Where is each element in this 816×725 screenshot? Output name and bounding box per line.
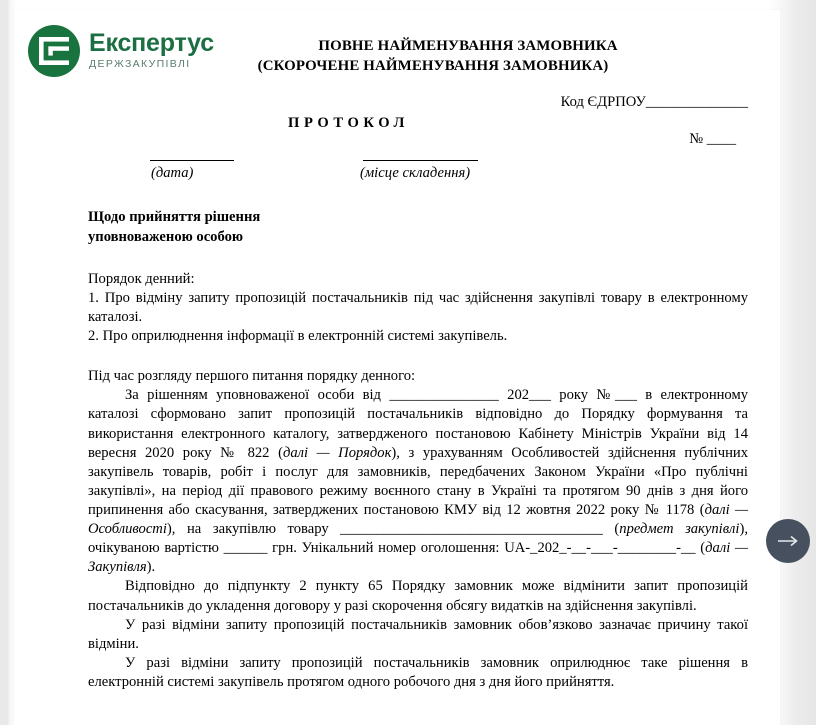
body-paragraph-4: У разі відміни запиту пропозицій постачальників замовник оприлюднює таке рішення в електронній системі закупівель протягом одного робочого дня з дня його прийняття. [88,654,748,691]
date-blank-line [150,160,234,161]
expertus-table-mark-icon [28,25,80,77]
next-page-button[interactable] [766,519,810,563]
subject-line-2: уповноваженою особою [88,228,244,245]
body-paragraph-1 [88,386,748,577]
brand-subtitle: ДЕРЖЗАКУПІВЛІ [89,57,191,70]
arrow-right-icon [777,535,799,547]
p1-seg-e: ). [146,559,156,576]
protocol-number-field: № ____ [689,131,736,148]
place-blank-line [363,160,478,161]
p1-italic-osoblyvosti: далі — Особливості [88,502,748,538]
date-place-row [88,160,748,192]
agenda-item-2: 2. Про оприлюднення інформації в електронній системі закупівель. [88,328,508,345]
subject-line-1: Щодо прийняття рішення [88,209,261,226]
place-caption: (місце складення) [360,165,471,182]
first-question-lead: Під час розгляду першого питання порядку денного: [88,368,416,385]
document-subject [88,208,748,248]
p1-seg-b: ), з урахуванням Особливостей здійснення публічних закупівель товарів, робіт і послуг для замовників, передбачених Законом України «Про публічні закупівлі», на період дії правового режиму воєнного стану в Україні та протягом 90 днів з дня його припинення або скасування, затверджених постановою КМУ від 12 жовтня 2022 року № 1178 ( [88,444,748,519]
body-block [88,367,748,692]
p1-italic-poryadok: далі — Порядок [282,444,392,461]
protocol-title: ПРОТОКОЛ [288,115,409,132]
p1-italic-zakupivlya: далі — Закупівля [88,540,748,576]
customer-short-name-heading: (СКОРОЧЕНЕ НАЙМЕНУВАННЯ ЗАМОВНИКА) [257,57,609,74]
protocol-title-row [88,114,748,148]
agenda-item-1: 1. Про відміну запиту пропозицій постачальників під час здійснення закупівлі товару в електронному каталозі. [88,289,748,326]
brand-title: Експертус [89,28,214,57]
document-page [14,10,780,725]
customer-full-name-heading: ПОВНЕ НАЙМЕНУВАННЯ ЗАМОВНИКА [318,38,618,54]
agenda-block [88,270,748,346]
document-content [88,37,748,692]
date-caption: (дата) [151,165,194,182]
p1-seg-d: ), очікуваною вартістю ______ грн. Унікальний номер оголошення: UA-_202_-__-___-________-__ ( [88,521,748,557]
agenda-lead: Порядок денний: [88,270,195,287]
p1-seg-a: За рішенням уповноваженої особи від _______________ 202___ року №___ в електронному каталозі сформовано запит пропозицій постачальників відповідно до Порядку формування та використання електронного каталогу, затвердженого постановою Кабінету Міністрів України від 14 вересня 2020 року № 822 ( [88,387,748,461]
p1-italic-predmet: предмет закупівлі [619,521,740,538]
edrpou-code-field: Код ЄДРПОУ______________ [560,94,748,111]
p1-seg-c: ), на закупівлю товару ____________________________________ ( [166,521,620,538]
body-paragraph-2: Відповідно до підпункту 2 пункту 65 Порядку замовник може відмінити запит пропозицій постачальників до укладення договору у разі скорочення обсягу видатків на здійснення закупівлі. [88,578,748,614]
body-paragraph-3: У разі відміни запиту пропозицій постачальників замовник обов’язково зазначає причину такої відміни. [88,616,748,652]
